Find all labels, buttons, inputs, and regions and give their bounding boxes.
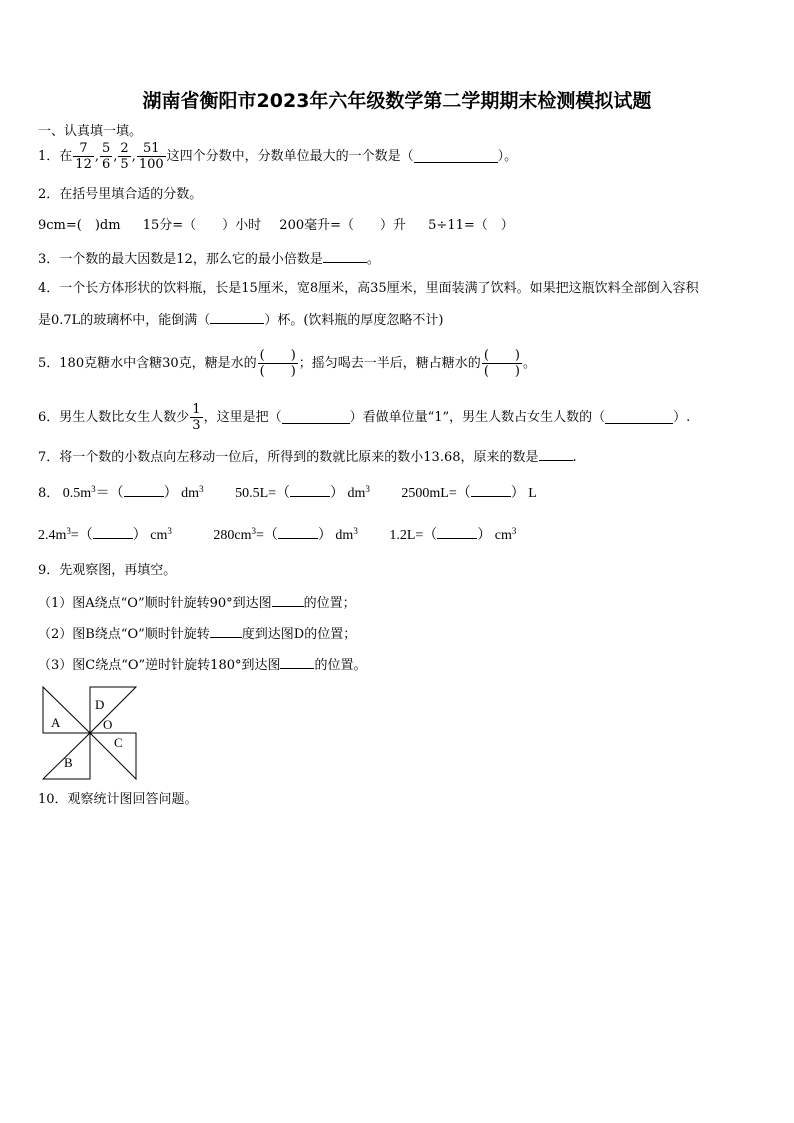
question-4-line2: 是0.7L的玻璃杯中，能倒满（ ）杯。(饮料瓶的厚度忽略不计) <box>38 313 444 328</box>
question-9: 9．先观察图，再填空。 <box>38 563 177 578</box>
answer-blank[interactable] <box>124 484 164 497</box>
label-o: O <box>103 717 113 732</box>
question-4: 4．一个长方体形状的饮料瓶，长是15厘米，宽8厘米，高35厘米，里面装满了饮料。如果把这瓶饮料全部倒入容积 <box>38 281 699 296</box>
answer-blank[interactable] <box>93 526 133 539</box>
question-1: 1． 在 $\frac{7}{12}$ , $\frac{5}{6}$ , $\frac{2}{5}$ , $\frac{51}{100}$ 这四个分数中，分数单位最大的一个数是（ ）。 <box>38 141 518 172</box>
answer-blank[interactable] <box>323 250 367 263</box>
triangle-c <box>90 733 136 779</box>
conversion-item: 5÷11=（ ） <box>428 218 514 233</box>
question-9-part1: （1）图A绕点“O”顺时针旋转90°到达图 的位置； <box>38 596 356 611</box>
conversion-item: 15分=（ ）小时 <box>142 218 262 233</box>
fraction: $\frac{5}{6}$ <box>101 141 111 172</box>
label-b: B <box>64 755 73 770</box>
conversion-item: 9cm=( )dm <box>38 218 121 233</box>
question-5: 5． 180克糖水中含糖30克，糖是水的 $\frac{( )}{( )}$ ；摇匀喝去一半后，糖占糖水的 $\frac{( )}{( )}$ 。 <box>38 348 536 379</box>
conversion-item: 2500mL=（ ） L <box>401 486 537 501</box>
conversion-item: 50.5L=（ ） $dm^3$ <box>235 484 370 501</box>
fraction-blank[interactable]: $\frac{( )}{( )}$ <box>483 348 520 379</box>
fraction: $\frac{2}{5}$ <box>120 141 129 172</box>
question-9-part3: （3）图C绕点“O”逆时针旋转180°到达图 的位置。 <box>38 658 367 673</box>
question-9-part2: （2）图B绕点“O”顺时针旋转 度到达图D的位置； <box>38 627 357 642</box>
question-10: 10．观察统计图回答问题。 <box>38 792 198 807</box>
conversion-item: $0.5m^3=$（ ） $dm^3$ <box>62 484 204 501</box>
question-6: 6． 男生人数比女生人数少 $\frac{1}{3}$ ，这里是把（ ）看做单位量“1”，男生人数占女生人数的（ ）. <box>38 402 691 433</box>
fraction: $\frac{51}{100}$ <box>138 141 164 172</box>
question-7: 7．将一个数的小数点向左移动一位后，所得到的数就比原来的数小13.68，原来的数是 . <box>38 450 577 465</box>
answer-blank[interactable] <box>471 484 511 497</box>
conversion-item: 1.2L=（ ） $cm^3$ <box>389 526 517 543</box>
fraction: $\frac{1}{3}$ <box>192 402 201 433</box>
answer-blank[interactable] <box>278 526 318 539</box>
fraction-blank[interactable]: $\frac{( )}{( )}$ <box>259 348 296 379</box>
question-2: 2．在括号里填合适的分数。 <box>38 187 203 202</box>
answer-blank[interactable] <box>210 625 242 638</box>
label-d: D <box>95 697 105 712</box>
answer-blank[interactable] <box>414 150 498 163</box>
section-heading: 一、认真填一填。 <box>38 124 143 139</box>
rotation-figure <box>40 685 140 780</box>
conversion-item: $2.4m^3=$（ ） $cm^3$ <box>38 526 172 543</box>
answer-blank[interactable] <box>539 448 573 461</box>
label-a: A <box>51 715 61 730</box>
question-8-row1: 8． $0.5m^3=$（ ） $dm^3$ 50.5L=（ ） $dm^3$ 2500mL=（ ） L <box>38 484 537 501</box>
answer-blank[interactable] <box>282 411 350 424</box>
question-8-row2 <box>38 526 516 544</box>
answer-blank[interactable] <box>210 311 264 324</box>
conversion-item: 200毫升=（ ）升 <box>279 218 407 233</box>
answer-blank[interactable] <box>437 526 477 539</box>
answer-blank[interactable] <box>280 656 314 669</box>
answer-blank[interactable] <box>605 411 673 424</box>
label-c: C <box>114 735 123 750</box>
page-title: 湖南省衡阳市2023年六年级数学第二学期期末检测模拟试题 <box>142 90 652 112</box>
fraction: $\frac{7}{12}$ <box>75 141 92 172</box>
conversion-item: $280cm^3=$（ ） $dm^3$ <box>213 526 358 543</box>
answer-blank[interactable] <box>290 484 330 497</box>
question-3: 3．一个数的最大因数是12，那么它的最小倍数是 。 <box>38 252 380 267</box>
question-2-items <box>38 218 514 234</box>
answer-blank[interactable] <box>272 594 304 607</box>
